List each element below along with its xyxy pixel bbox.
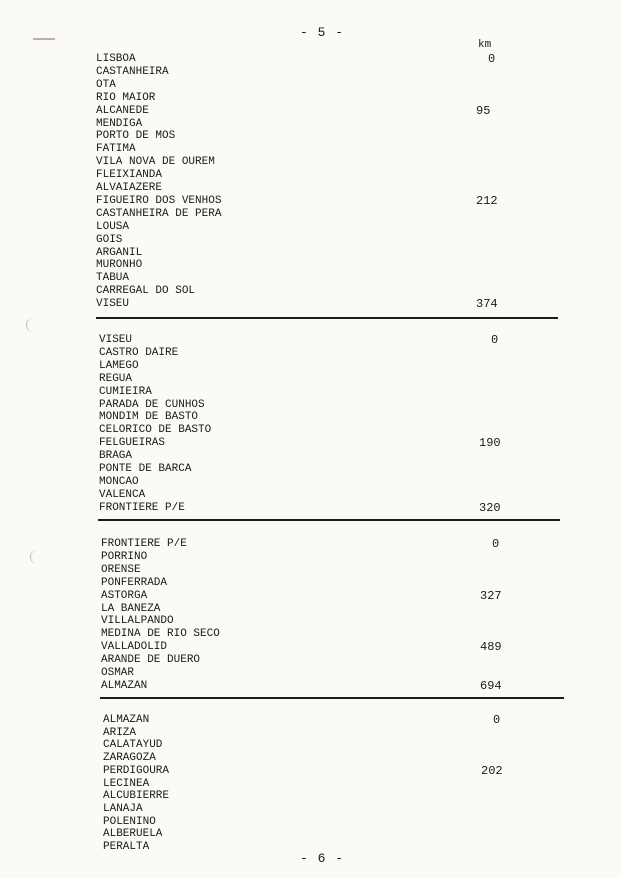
place-name: OTA bbox=[96, 78, 116, 91]
table-row bbox=[0, 272, 621, 285]
place-name: ALVAIAZERE bbox=[96, 182, 163, 194]
table-row bbox=[0, 66, 621, 79]
table-row bbox=[0, 130, 621, 143]
table-row bbox=[0, 424, 621, 437]
table-row bbox=[0, 752, 621, 765]
place-name: LOUSA bbox=[96, 220, 130, 233]
place-name: FATIMA bbox=[96, 143, 136, 156]
table-row bbox=[0, 603, 621, 616]
table-row bbox=[0, 765, 621, 778]
table-row bbox=[0, 641, 621, 654]
place-name: CALATAYUD bbox=[103, 739, 163, 752]
distance-km: 95 bbox=[476, 103, 491, 118]
place-name: GOIS bbox=[96, 233, 123, 246]
distance-km: 202 bbox=[481, 763, 503, 778]
table-row bbox=[0, 590, 621, 603]
place-name: ORENSE bbox=[101, 563, 141, 576]
table-row bbox=[0, 803, 621, 816]
table-row bbox=[0, 234, 621, 247]
table-row bbox=[0, 680, 621, 693]
distance-km: 0 bbox=[491, 333, 499, 347]
place-name: ALBERUELA bbox=[103, 828, 163, 841]
place-name: MONCAO bbox=[99, 475, 139, 488]
table-row bbox=[0, 489, 621, 502]
place-name: CASTRO DAIRE bbox=[99, 346, 179, 359]
table-row bbox=[0, 654, 621, 667]
distance-km: 694 bbox=[480, 678, 502, 693]
km-column-header: km bbox=[478, 39, 492, 51]
table-row bbox=[0, 247, 621, 260]
table-row bbox=[0, 118, 621, 131]
distance-km: 489 bbox=[480, 640, 502, 655]
place-name: TABUA bbox=[96, 272, 130, 285]
place-name: VILLALPANDO bbox=[101, 615, 174, 628]
place-name: ALCUBIERRE bbox=[103, 790, 170, 803]
table-row bbox=[0, 502, 621, 515]
table-row bbox=[0, 195, 621, 208]
table-row bbox=[0, 615, 621, 628]
place-name: PORRINO bbox=[101, 550, 148, 563]
table-row bbox=[0, 778, 621, 791]
table-row bbox=[0, 816, 621, 829]
table-row bbox=[0, 105, 621, 118]
table-row bbox=[0, 790, 621, 803]
place-name: ZARAGOZA bbox=[103, 752, 156, 765]
table-row bbox=[0, 739, 621, 752]
place-name: ALCANEDE bbox=[96, 104, 149, 117]
place-name: VALENCA bbox=[99, 488, 146, 501]
place-name: ALMAZAN bbox=[101, 679, 148, 692]
table-row bbox=[0, 221, 621, 234]
place-name: VILA NOVA DE OUREM bbox=[96, 156, 215, 169]
distance-km: 327 bbox=[480, 588, 502, 603]
place-name: ARGANIL bbox=[96, 246, 143, 259]
table-row bbox=[0, 727, 621, 740]
place-name: ARANDE DE DUERO bbox=[101, 654, 201, 667]
table-row bbox=[0, 53, 621, 66]
place-name: CUMIEIRA bbox=[99, 385, 152, 398]
table-row bbox=[0, 411, 621, 424]
place-name: LISBOA bbox=[96, 53, 136, 65]
table-row bbox=[0, 334, 621, 347]
punch-hole bbox=[26, 318, 41, 332]
place-name: ARIZA bbox=[103, 726, 137, 739]
table-row bbox=[0, 92, 621, 105]
place-name: MEDINA DE RIO SECO bbox=[101, 628, 220, 641]
place-name: MURONHO bbox=[96, 259, 143, 272]
place-name: PERALTA bbox=[103, 841, 150, 853]
table-row bbox=[0, 347, 621, 360]
distance-km: 0 bbox=[492, 537, 500, 551]
place-name: MENDIGA bbox=[96, 117, 143, 130]
place-name: PONTE DE BARCA bbox=[99, 463, 192, 475]
table-row bbox=[0, 208, 621, 221]
place-name: VISEU bbox=[96, 298, 130, 311]
table-row bbox=[0, 79, 621, 92]
place-name: PONFERRADA bbox=[101, 576, 168, 589]
table-row bbox=[0, 386, 621, 399]
section-divider bbox=[100, 697, 564, 699]
place-name: FELGUEIRAS bbox=[99, 437, 166, 450]
table-row bbox=[0, 360, 621, 373]
place-name: FLEIXIANDA bbox=[96, 169, 163, 182]
scan-mark bbox=[33, 38, 55, 40]
place-name: FRONTIERE P/E bbox=[99, 501, 185, 514]
distance-km: 0 bbox=[493, 713, 501, 727]
table-row bbox=[0, 564, 621, 577]
distance-km: 190 bbox=[479, 436, 501, 451]
place-name: ALMAZAN bbox=[103, 714, 150, 726]
place-name: OSMAR bbox=[101, 667, 135, 679]
table-row bbox=[0, 169, 621, 182]
table-row bbox=[0, 828, 621, 841]
table-row bbox=[0, 437, 621, 450]
distance-km: 320 bbox=[479, 500, 501, 515]
page-number-top: - 5 - bbox=[300, 25, 345, 40]
table-row bbox=[0, 399, 621, 412]
table-row bbox=[0, 476, 621, 489]
table-row bbox=[0, 373, 621, 386]
place-name: LANAJA bbox=[103, 802, 143, 815]
table-row bbox=[0, 143, 621, 156]
place-name: LAMEGO bbox=[99, 359, 139, 372]
table-row bbox=[0, 182, 621, 195]
table-row bbox=[0, 463, 621, 476]
place-name: RIO MAIOR bbox=[96, 91, 156, 104]
place-name: BRAGA bbox=[99, 450, 133, 463]
place-name: LA BANEZA bbox=[101, 602, 161, 615]
table-row bbox=[0, 628, 621, 641]
place-name: FRONTIERE P/E bbox=[101, 538, 187, 550]
distance-km: 0 bbox=[488, 52, 496, 66]
distance-km: 212 bbox=[476, 193, 498, 208]
place-name: ASTORGA bbox=[101, 589, 148, 602]
table-row bbox=[0, 450, 621, 463]
place-name: LECINEA bbox=[103, 777, 150, 790]
section-divider bbox=[98, 519, 560, 521]
table-row bbox=[0, 156, 621, 169]
distance-km: 374 bbox=[476, 297, 498, 312]
place-name: REGUA bbox=[99, 372, 133, 385]
table-row bbox=[0, 538, 621, 551]
place-name: VISEU bbox=[99, 334, 133, 346]
place-name: MONDIM DE BASTO bbox=[99, 411, 199, 424]
table-row bbox=[0, 577, 621, 590]
place-name: PARADA DE CUNHOS bbox=[99, 398, 205, 411]
table-row bbox=[0, 551, 621, 564]
table-row bbox=[0, 259, 621, 272]
place-name: CARREGAL DO SOL bbox=[96, 285, 196, 298]
table-row bbox=[0, 285, 621, 298]
section-divider bbox=[96, 317, 558, 319]
place-name: PORTO DE MOS bbox=[96, 130, 176, 143]
place-name: CASTANHEIRA bbox=[96, 65, 169, 78]
place-name: POLENINO bbox=[103, 815, 156, 828]
place-name: VALLADOLID bbox=[101, 641, 168, 654]
page-number-bottom: - 6 - bbox=[300, 851, 345, 866]
place-name: FIGUEIRO DOS VENHOS bbox=[96, 194, 222, 207]
place-name: CELORICO DE BASTO bbox=[99, 424, 212, 437]
place-name: CASTANHEIRA DE PERA bbox=[96, 207, 222, 220]
place-name: PERDIGOURA bbox=[103, 764, 170, 777]
table-row bbox=[0, 667, 621, 680]
table-row bbox=[0, 298, 621, 311]
table-row bbox=[0, 714, 621, 727]
